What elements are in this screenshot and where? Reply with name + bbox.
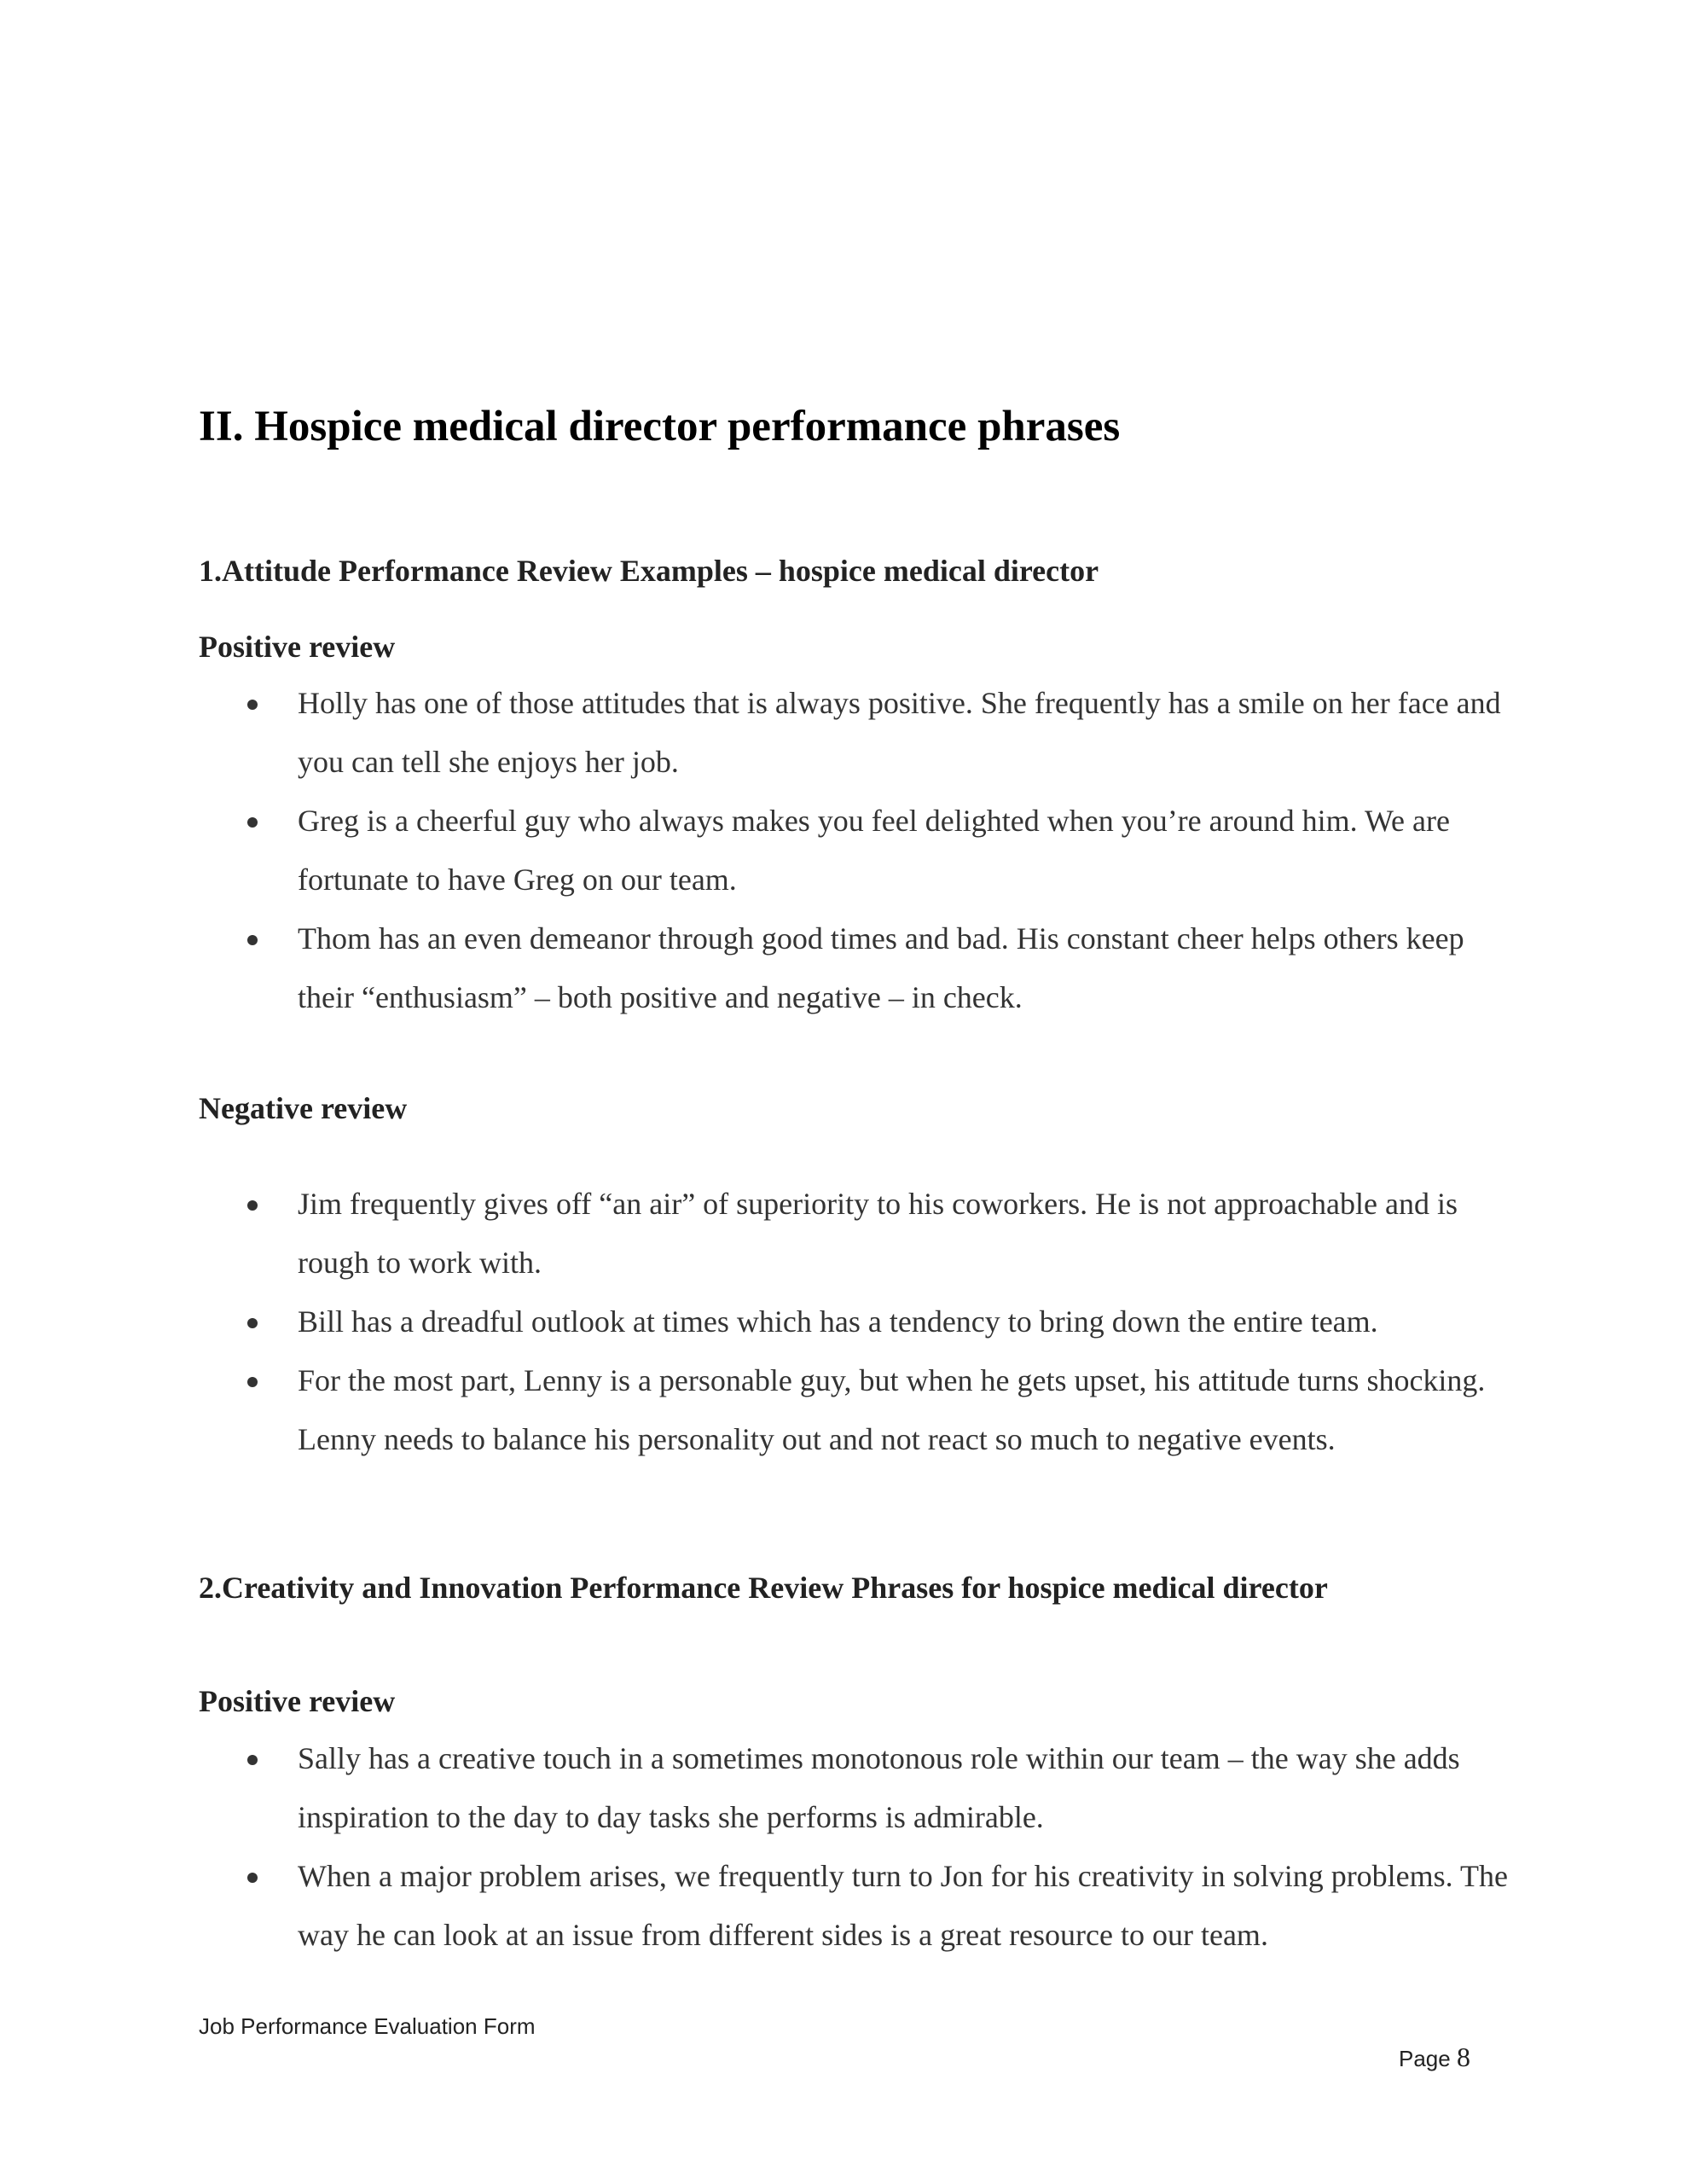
attitude-negative-list [199, 1175, 1512, 1469]
footer-form-title: Job Performance Evaluation Form [199, 2013, 536, 2039]
bullet-icon [247, 1755, 258, 1765]
list-item [199, 1292, 1512, 1351]
bullet-icon [247, 1377, 258, 1387]
section-heading-attitude: 1.Attitude Performance Review Examples – hospice medical director [199, 554, 1099, 588]
bullet-icon [247, 700, 258, 710]
page-title: II. Hospice medical director performance phrases [199, 403, 1121, 450]
page-label: Page [1399, 2046, 1451, 2071]
list-item-text: Sally has a creative touch in a sometimes monotonous role within our team – the way she adds inspiration to the day to day tasks she performs is admirable. [298, 1741, 1460, 1834]
list-item [199, 674, 1512, 792]
page-number-value: 8 [1456, 2042, 1470, 2072]
list-item-text: Holly has one of those attitudes that is always positive. She frequently has a smile on her face and you can tell she enjoys her job. [298, 686, 1501, 779]
bullet-icon [247, 1200, 258, 1211]
list-item-text: Thom has an even demeanor through good times and bad. His constant cheer helps others keep their “enthusiasm” – both positive and negative – in check. [298, 921, 1464, 1014]
list-item [199, 1847, 1512, 1965]
list-item-text: Bill has a dreadful outlook at times which has a tendency to bring down the entire team. [298, 1304, 1378, 1339]
positive-review-label: Positive review [199, 630, 396, 664]
list-item [199, 1351, 1512, 1469]
list-item-text: Jim frequently gives off “an air” of superiority to his coworkers. He is not approachable and is rough to work with. [298, 1187, 1458, 1280]
bullet-icon [247, 935, 258, 945]
negative-review-label: Negative review [199, 1091, 408, 1125]
section-heading-creativity: 2.Creativity and Innovation Performance Review Phrases for hospice medical director [199, 1571, 1328, 1605]
list-item-text: Greg is a cheerful guy who always makes you feel delighted when you’re around him. We are fortunate to have Greg on our team. [298, 804, 1450, 897]
list-item-text: When a major problem arises, we frequently turn to Jon for his creativity in solving problems. The way he can look at an issue from different sides is a great resource to our team. [298, 1859, 1508, 1952]
bullet-icon [247, 1318, 258, 1328]
positive-review-label: Positive review [199, 1684, 396, 1718]
list-item [199, 1729, 1512, 1847]
bullet-icon [247, 817, 258, 828]
list-item-text: For the most part, Lenny is a personable guy, but when he gets upset, his attitude turns shocking. Lenny needs to balance his personality out and not react so much to negative events. [298, 1363, 1486, 1456]
page-number [1399, 2042, 1470, 2073]
list-item [199, 909, 1512, 1027]
list-item [199, 1175, 1512, 1292]
creativity-positive-list [199, 1729, 1512, 1965]
list-item [199, 792, 1512, 909]
attitude-positive-list [199, 674, 1512, 1027]
bullet-icon [247, 1873, 258, 1883]
